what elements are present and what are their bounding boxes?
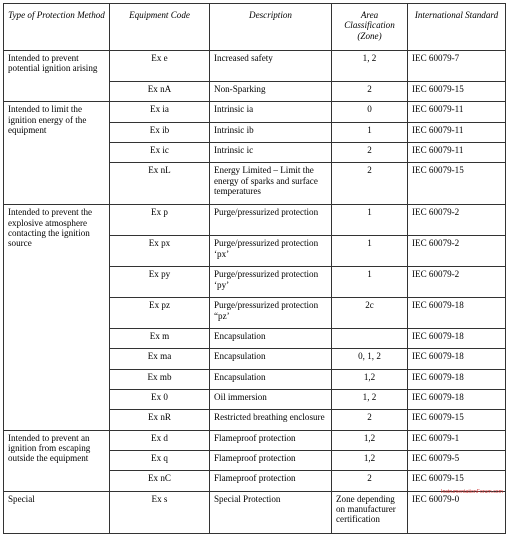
- equipment-code: Ex s: [110, 491, 210, 533]
- header-description: Description: [210, 4, 332, 51]
- equipment-code: Ex ia: [110, 102, 210, 122]
- standard: IEC 60079-5: [408, 450, 506, 470]
- equipment-code: Ex nR: [110, 410, 210, 430]
- equipment-code: Ex pz: [110, 298, 210, 329]
- equipment-code: Ex py: [110, 267, 210, 298]
- equipment-code: Ex e: [110, 51, 210, 82]
- zone: 2: [332, 142, 408, 162]
- description: Purge/pressurized protection: [210, 205, 332, 236]
- zone: 2: [332, 471, 408, 491]
- description: Energy Limited – Limit the energy of sparks and surface temperatures: [210, 163, 332, 205]
- description: Intrinsic ia: [210, 102, 332, 122]
- standard: IEC 60079-0: [408, 491, 506, 533]
- standard: IEC 60079-15: [408, 82, 506, 102]
- zone: 2c: [332, 298, 408, 329]
- zone: 2: [332, 410, 408, 430]
- description: Flameproof protection: [210, 450, 332, 470]
- zone: 2: [332, 163, 408, 205]
- standard: IEC 60079-2: [408, 205, 506, 236]
- description: Intrinsic ic: [210, 142, 332, 162]
- zone: 0: [332, 102, 408, 122]
- zone: 1: [332, 236, 408, 267]
- equipment-code: Ex ib: [110, 122, 210, 142]
- description: Purge/pressurized protection ‘py’: [210, 267, 332, 298]
- table-row: [4, 430, 506, 450]
- zone: 2: [332, 82, 408, 102]
- standard: IEC 60079-2: [408, 236, 506, 267]
- equipment-code: Ex m: [110, 329, 210, 349]
- standard: IEC 60079-7: [408, 51, 506, 82]
- description: Encapsulation: [210, 329, 332, 349]
- description: Increased safety: [210, 51, 332, 82]
- zone: [332, 329, 408, 349]
- header-code: Equipment Code: [110, 4, 210, 51]
- description: Encapsulation: [210, 369, 332, 389]
- description: Intrinsic ib: [210, 122, 332, 142]
- equipment-code: Ex q: [110, 450, 210, 470]
- header-method: Type of Protection Method: [4, 4, 110, 51]
- method-group-special: Special: [4, 491, 110, 533]
- method-group-prevent-escape: Intended to prevent an ignition from escaping outside the equipment: [4, 430, 110, 491]
- table-row: [4, 102, 506, 122]
- zone: 1: [332, 267, 408, 298]
- equipment-code: Ex ic: [110, 142, 210, 162]
- protection-methods-table: [3, 3, 506, 534]
- header-zone: Area Classification (Zone): [332, 4, 408, 51]
- header-standard: International Standard: [408, 4, 506, 51]
- method-group-prevent-ignition: Intended to prevent potential ignition arising: [4, 51, 110, 102]
- equipment-code: Ex 0: [110, 390, 210, 410]
- standard: IEC 60079-1: [408, 430, 506, 450]
- equipment-code: Ex mb: [110, 369, 210, 389]
- equipment-code: Ex p: [110, 205, 210, 236]
- standard: IEC 60079-18: [408, 329, 506, 349]
- zone: 1, 2: [332, 390, 408, 410]
- standard: IEC 60079-18: [408, 369, 506, 389]
- standard: IEC 60079-18: [408, 390, 506, 410]
- table-row: [4, 205, 506, 236]
- zone: 0, 1, 2: [332, 349, 408, 369]
- equipment-code: Ex ma: [110, 349, 210, 369]
- equipment-code: Ex nC: [110, 471, 210, 491]
- description: Non-Sparking: [210, 82, 332, 102]
- standard: IEC 60079-15: [408, 163, 506, 205]
- method-group-limit-energy: Intended to limit the ignition energy of the equipment: [4, 102, 110, 205]
- description: Encapsulation: [210, 349, 332, 369]
- standard: IEC 60079-15: [408, 410, 506, 430]
- header-row: [4, 4, 506, 51]
- zone: 1: [332, 205, 408, 236]
- description: Oil immersion: [210, 390, 332, 410]
- table-row: [4, 51, 506, 82]
- standard: IEC 60079-11: [408, 122, 506, 142]
- zone: 1, 2: [332, 51, 408, 82]
- description: Flameproof protection: [210, 471, 332, 491]
- equipment-code: Ex nL: [110, 163, 210, 205]
- equipment-code: Ex d: [110, 430, 210, 450]
- standard: IEC 60079-18: [408, 298, 506, 329]
- equipment-code: Ex px: [110, 236, 210, 267]
- zone: Zone depending on manufacturer certification: [332, 491, 408, 533]
- standard: IEC 60079-11: [408, 142, 506, 162]
- description: Purge/pressurized protection ‘px’: [210, 236, 332, 267]
- method-group-prevent-contact: Intended to prevent the explosive atmosphere contacting the ignition source: [4, 205, 110, 430]
- zone: 1,2: [332, 369, 408, 389]
- zone: 1: [332, 122, 408, 142]
- table-row: [4, 491, 506, 533]
- equipment-code: Ex nA: [110, 82, 210, 102]
- standard: IEC 60079-2: [408, 267, 506, 298]
- standard: IEC 60079-11: [408, 102, 506, 122]
- standard: IEC 60079-15: [408, 471, 506, 491]
- description: Special Protection: [210, 491, 332, 533]
- standard: IEC 60079-18: [408, 349, 506, 369]
- description: Restricted breathing enclosure: [210, 410, 332, 430]
- zone: 1,2: [332, 450, 408, 470]
- description: Flameproof protection: [210, 430, 332, 450]
- description: Purge/pressurized protection “pz’: [210, 298, 332, 329]
- watermark: InstrumentationForum.com: [441, 489, 503, 495]
- zone: 1,2: [332, 430, 408, 450]
